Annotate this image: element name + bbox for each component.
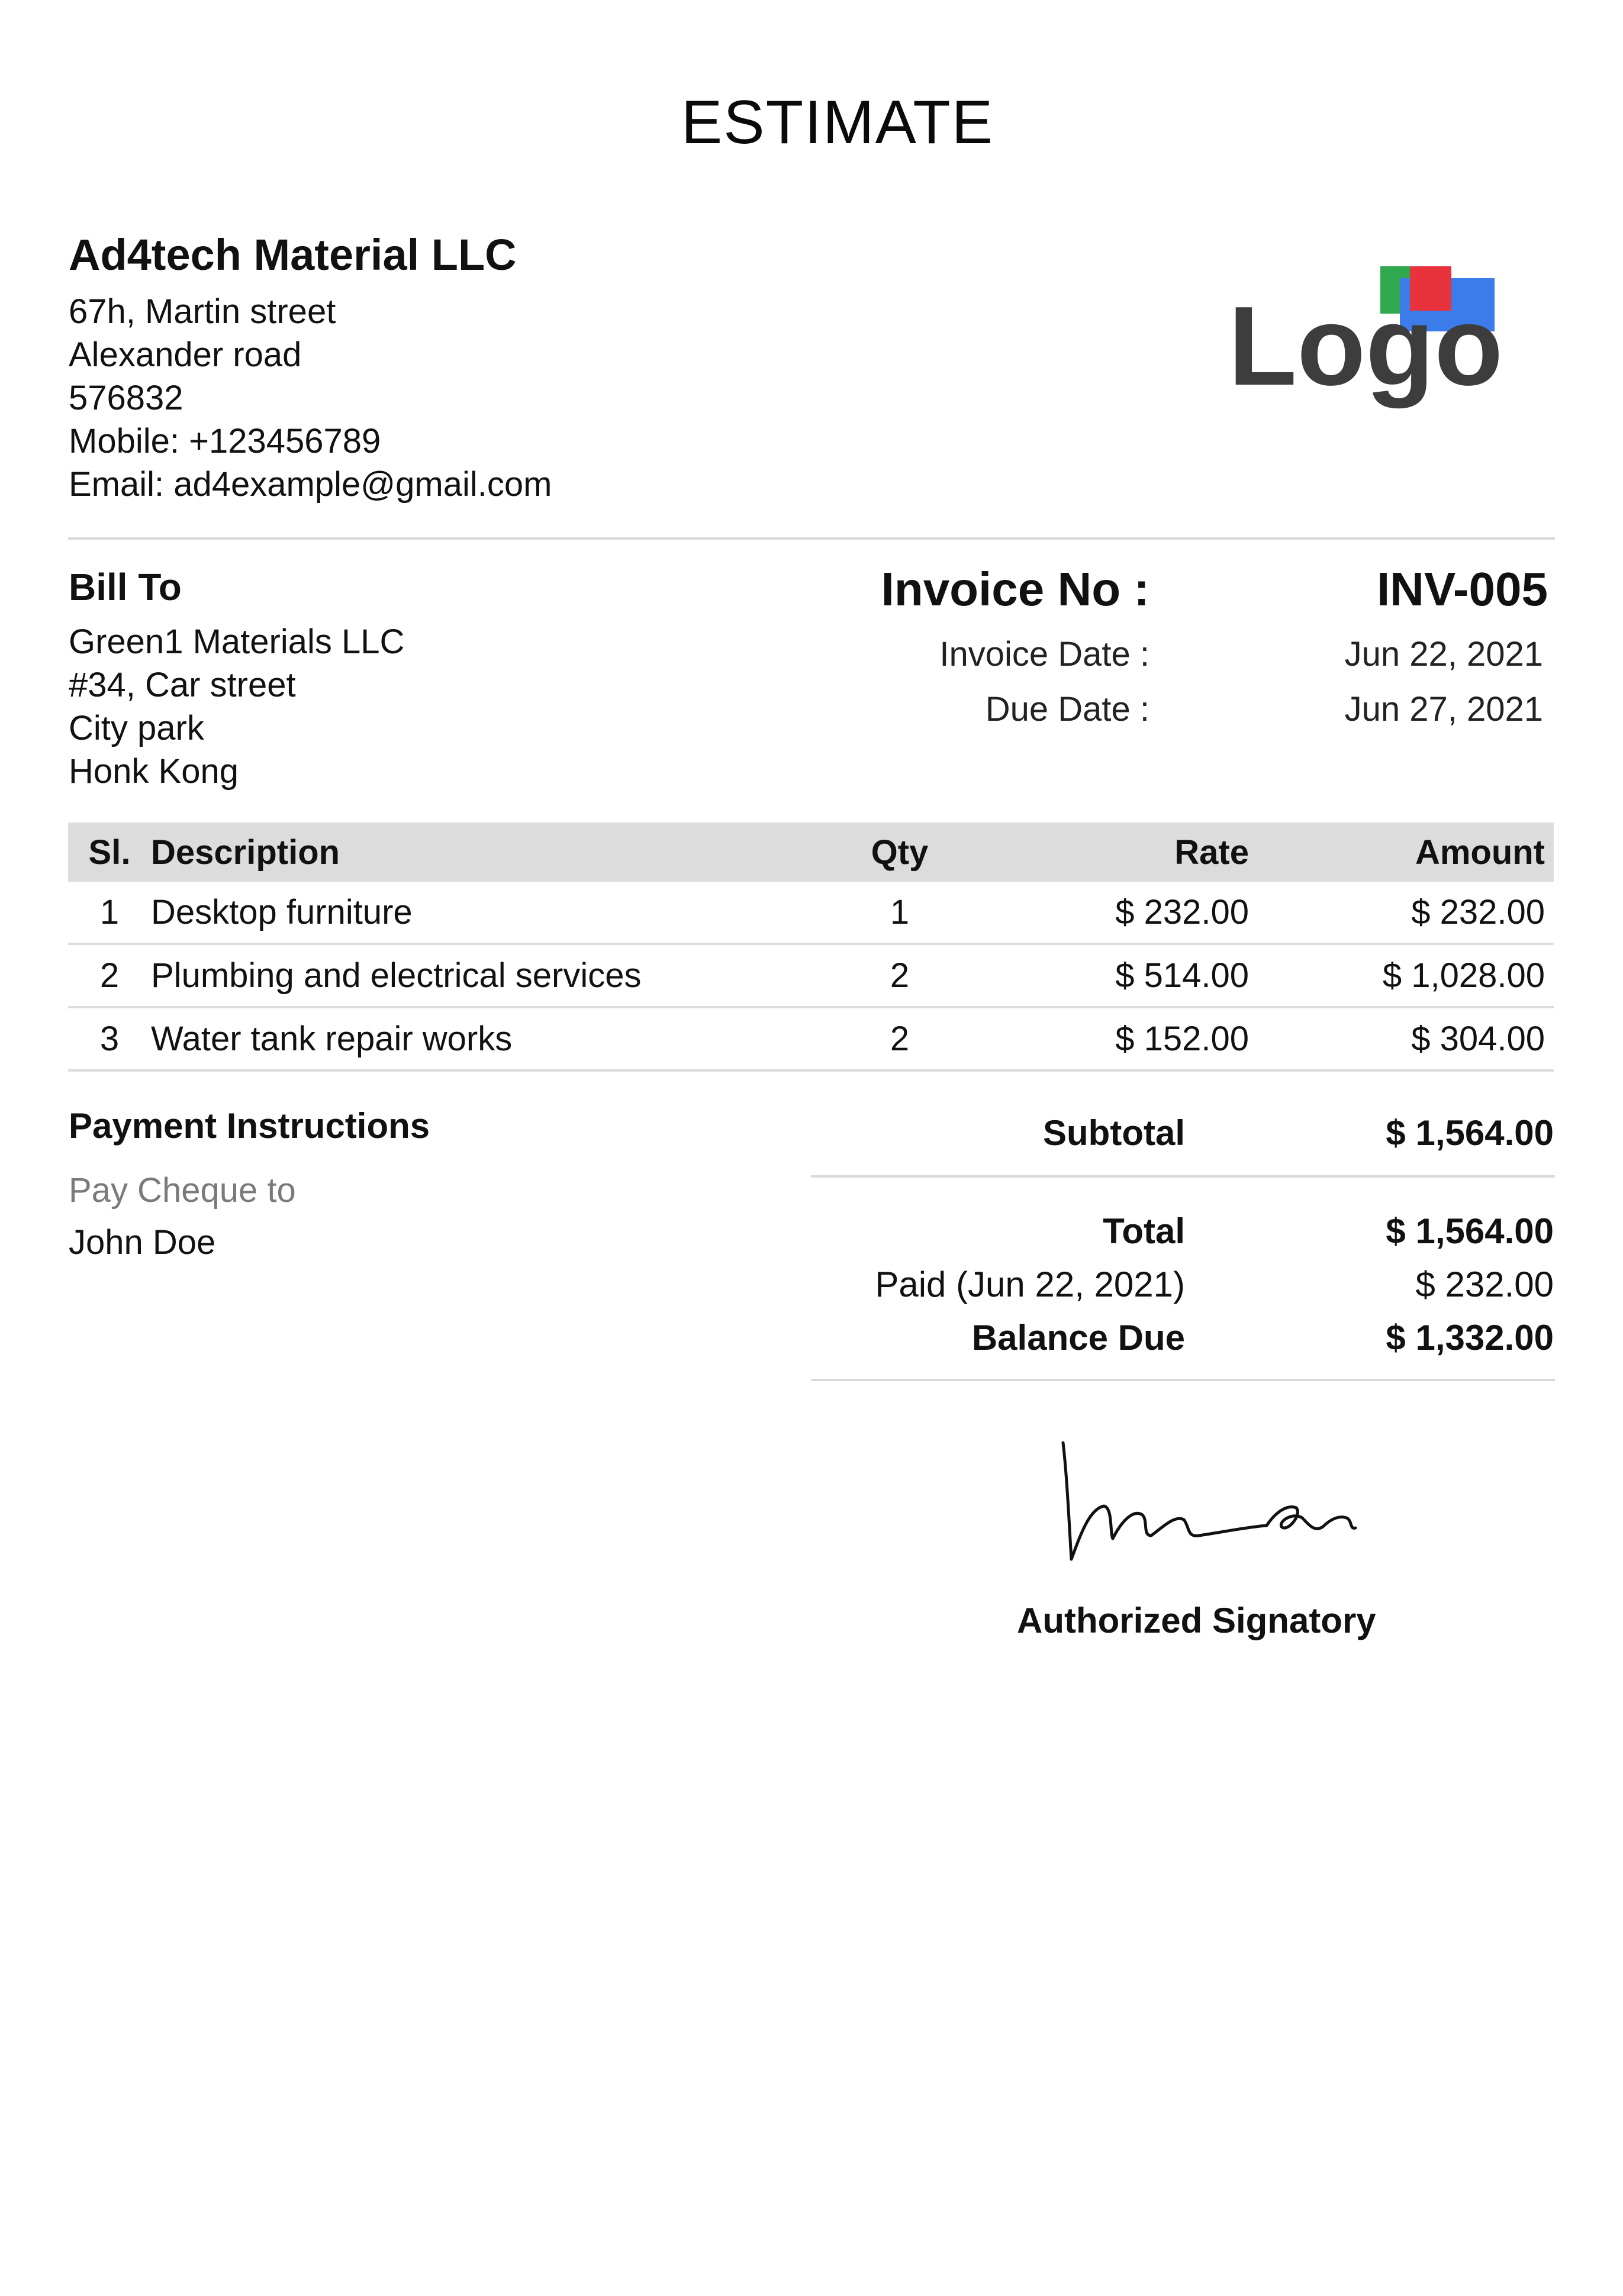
- invoice-number-label: Invoice No :: [881, 563, 1149, 615]
- line-items-table: [68, 823, 1554, 1072]
- row-description: Water tank repair works: [151, 1007, 835, 1070]
- signature-image: [1054, 1438, 1361, 1568]
- due-date-label: Due Date :: [985, 690, 1149, 728]
- balance-due-label: Balance Due: [971, 1318, 1185, 1357]
- table-header-row: [68, 823, 1554, 882]
- logo-text: Logo: [1228, 283, 1503, 409]
- row-amount: $ 232.00: [1249, 882, 1554, 944]
- payee-name: John Doe: [69, 1223, 216, 1262]
- due-date-value: Jun 27, 2021: [1344, 690, 1543, 728]
- document-title: ESTIMATE: [681, 88, 994, 157]
- invoice-date-value: Jun 22, 2021: [1344, 635, 1543, 673]
- column-header-rate: Rate: [965, 823, 1249, 882]
- authorized-signatory-caption: Authorized Signatory: [1017, 1601, 1376, 1640]
- total-label: Total: [1103, 1211, 1185, 1251]
- payment-instructions-subheading: Pay Cheque to: [69, 1171, 296, 1210]
- payment-instructions-heading: Payment Instructions: [69, 1106, 430, 1146]
- column-header-qty: Qty: [835, 823, 965, 882]
- row-description: Desktop furniture: [151, 882, 835, 944]
- row-rate: $ 152.00: [965, 1007, 1249, 1070]
- paid-label: Paid (Jun 22, 2021): [875, 1265, 1185, 1304]
- column-header-sl: Sl.: [68, 823, 151, 882]
- bill-to-address: [69, 620, 404, 793]
- row-sl: 2: [68, 944, 151, 1007]
- client-name: Green1 Materials LLC: [69, 623, 405, 661]
- total-value: $ 1,564.00: [1386, 1211, 1554, 1251]
- row-amount: $ 1,028.00: [1249, 944, 1554, 1007]
- header-divider: [68, 537, 1555, 540]
- company-name: Ad4tech Material LLC: [69, 230, 517, 279]
- subtotal-label: Subtotal: [1043, 1113, 1185, 1153]
- company-postcode: 576832: [69, 379, 183, 417]
- client-address-line: City park: [69, 709, 204, 747]
- client-address-line: #34, Car street: [69, 666, 296, 704]
- company-address-line: Alexander road: [69, 336, 302, 374]
- subtotal-divider: [811, 1175, 1555, 1178]
- row-sl: 1: [68, 882, 151, 944]
- bill-to-heading: Bill To: [69, 566, 182, 608]
- row-rate: $ 514.00: [965, 944, 1249, 1007]
- invoice-date-label: Invoice Date :: [939, 635, 1149, 673]
- row-amount: $ 304.00: [1249, 1007, 1554, 1070]
- company-mobile: Mobile: +123456789: [69, 422, 381, 460]
- balance-due-value: $ 1,332.00: [1386, 1318, 1554, 1357]
- subtotal-value: $ 1,564.00: [1386, 1113, 1554, 1153]
- client-address-line: Honk Kong: [69, 752, 239, 791]
- company-email: Email: ad4example@gmail.com: [69, 465, 552, 504]
- row-sl: 3: [68, 1007, 151, 1070]
- company-logo: [1228, 260, 1512, 414]
- invoice-number-value: INV-005: [1376, 563, 1548, 615]
- paid-value: $ 232.00: [1415, 1265, 1554, 1304]
- totals-divider: [811, 1379, 1555, 1381]
- row-qty: 2: [835, 1007, 965, 1070]
- company-address-line: 67h, Martin street: [69, 292, 336, 331]
- row-qty: 2: [835, 944, 965, 1007]
- company-address: [69, 290, 552, 506]
- table-row: [68, 944, 1554, 1007]
- table-row: [68, 1007, 1554, 1070]
- row-qty: 1: [835, 882, 965, 944]
- row-rate: $ 232.00: [965, 882, 1249, 944]
- row-description: Plumbing and electrical services: [151, 944, 835, 1007]
- column-header-amount: Amount: [1249, 823, 1554, 882]
- column-header-description: Description: [151, 823, 835, 882]
- table-row: [68, 882, 1554, 944]
